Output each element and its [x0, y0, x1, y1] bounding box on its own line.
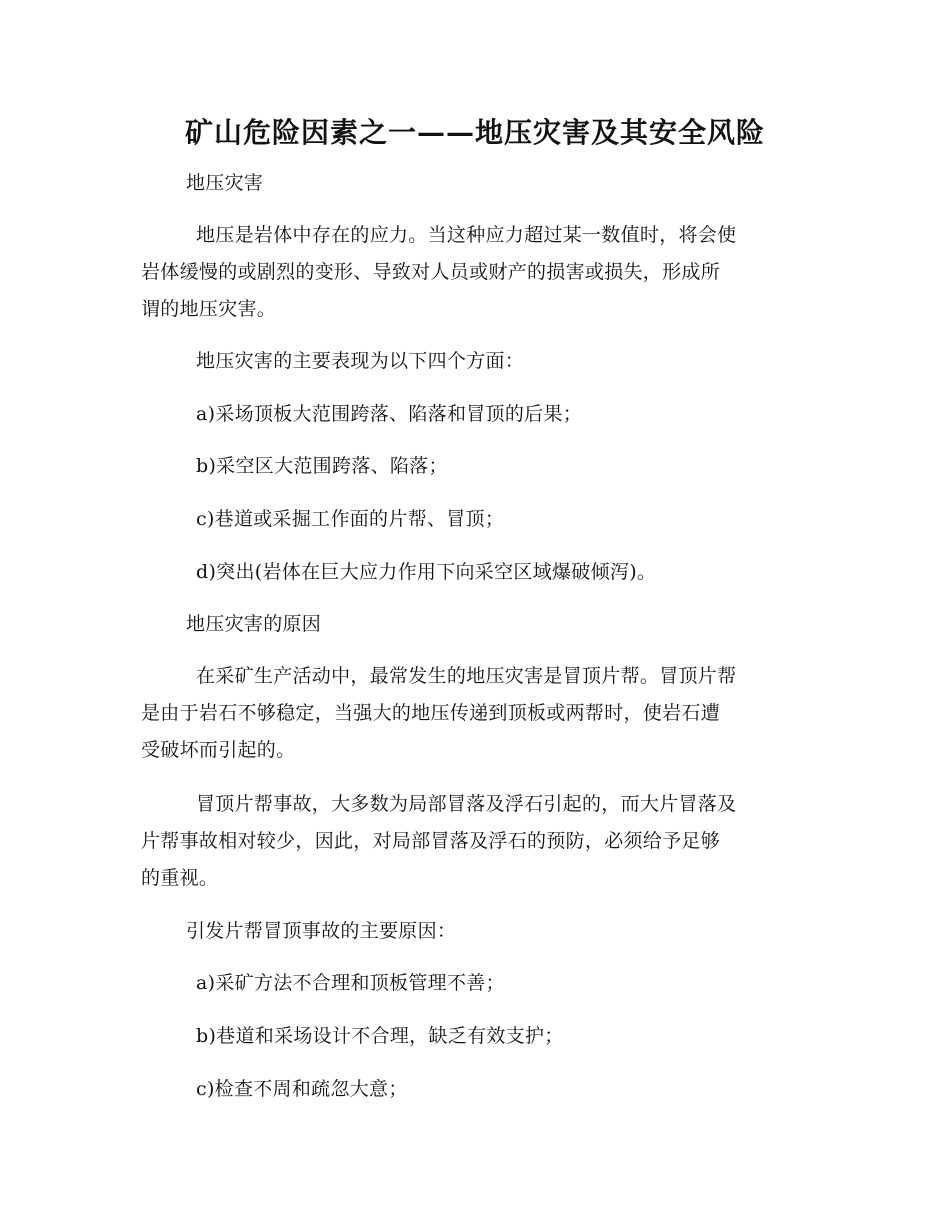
paragraph-line: 受破坏而引起的。	[141, 739, 296, 761]
list-item: c)巷道或采掘工作面的片帮、冒顶；	[196, 508, 505, 530]
list-item: b)采空区大范围跨落、陷落；	[196, 455, 448, 477]
paragraph-line: 在采矿生产活动中，最常发生的地压灾害是冒顶片帮。冒顶片帮	[196, 665, 737, 687]
list-item: c)检查不周和疏忽大意；	[196, 1078, 408, 1100]
list-item: a)采场顶板大范围跨落、陷落和冒顶的后果；	[196, 403, 583, 425]
paragraph-line: 地压灾害的主要表现为以下四个方面：	[196, 350, 525, 372]
section-heading-ground-pressure: 地压灾害	[186, 172, 264, 194]
list-item: a)采矿方法不合理和顶板管理不善；	[196, 972, 505, 994]
paragraph-line: 片帮事故相对较少，因此，对局部冒落及浮石的预防，必须给予足够	[141, 830, 721, 852]
paragraph-line: 是由于岩石不够稳定，当强大的地压传递到顶板或两帮时，使岩石遭	[141, 702, 721, 724]
section-heading-causes: 地压灾害的原因	[186, 613, 322, 635]
paragraph-line: 冒顶片帮事故，大多数为局部冒落及浮石引起的，而大片冒落及	[196, 793, 737, 815]
paragraph-line: 岩体缓慢的或剧烈的变形、导致对人员或财产的损害或损失，形成所	[141, 261, 721, 283]
paragraph-line: 谓的地压灾害。	[141, 298, 277, 320]
paragraph-line: 引发片帮冒顶事故的主要原因：	[186, 920, 457, 942]
list-item: b)巷道和采场设计不合理，缺乏有效支护；	[196, 1025, 564, 1047]
paragraph-line: 地压是岩体中存在的应力。当这种应力超过某一数值时，将会使	[196, 224, 737, 246]
document-title: 矿山危险因素之一——地压灾害及其安全风险	[184, 116, 765, 149]
paragraph-line: 的重视。	[141, 867, 219, 889]
list-item: d)突出(岩体在巨大应力作用下向采空区域爆破倾泻)。	[196, 561, 657, 583]
